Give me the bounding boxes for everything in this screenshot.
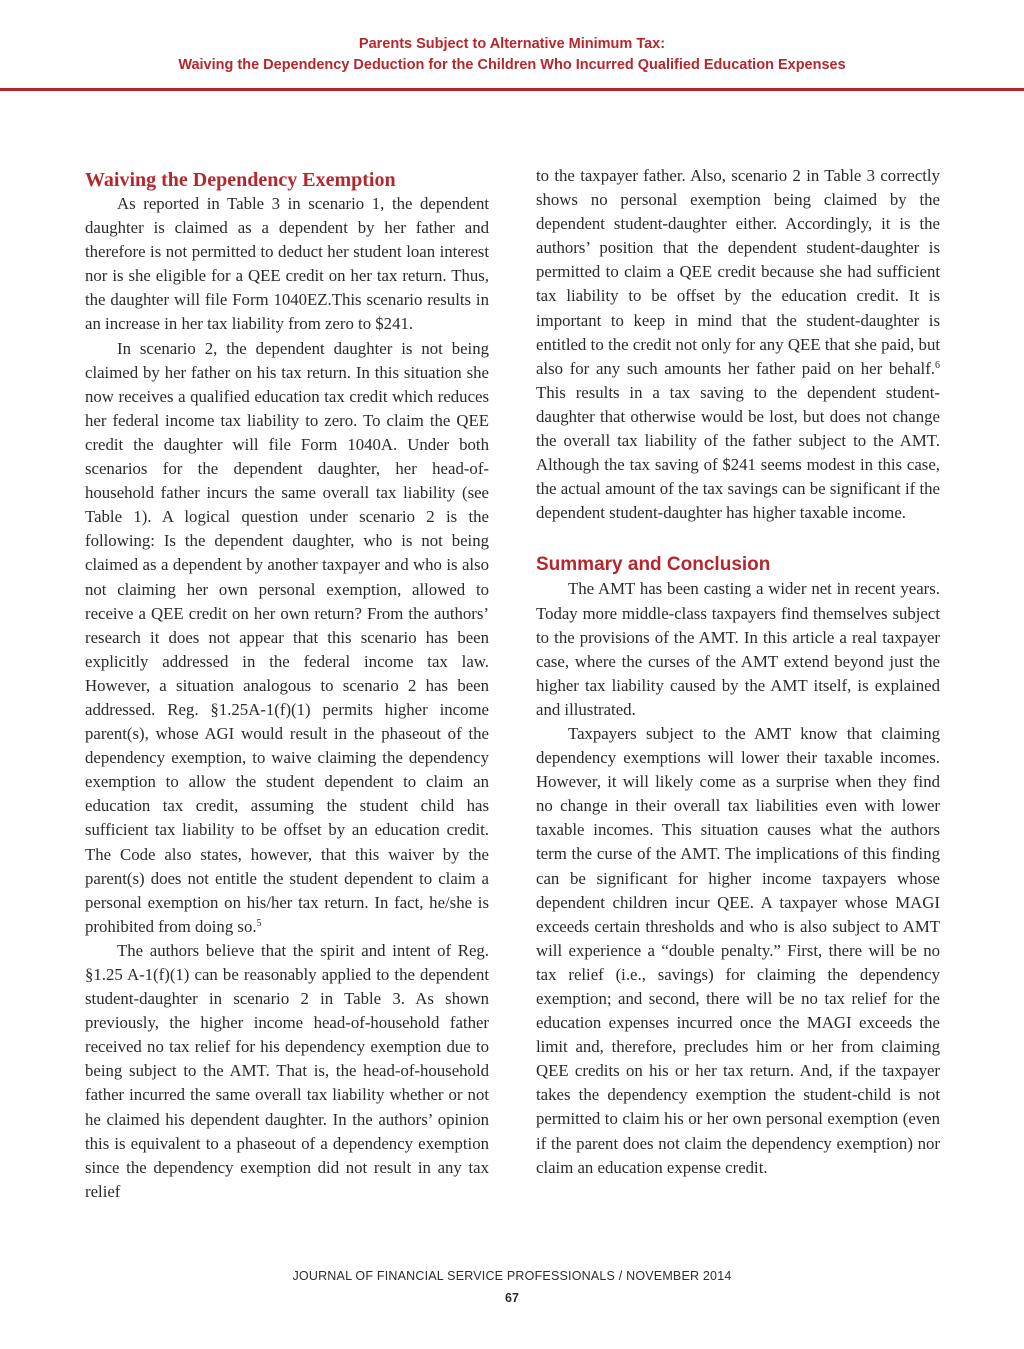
paragraph bbox=[85, 337, 489, 939]
paragraph: Taxpayers subject to the AMT know that claiming dependency exemptions will lower their taxable incomes. However, it will likely come as a surprise when they find no change in their overall tax liabilities even with lower taxable incomes. This situation causes what the authors term the curse of the AMT. The implications of this finding can be significant for higher income taxpayers whose dependent children incur QEE. A taxpayer whose MAGI exceeds certain thresholds and who is also subject to AMT will experience a “double penalty.” First, there will be no tax relief (i.e., savings) for claiming the dependency exemption; and second, there will be no tax relief for the education expenses incurred once the MAGI exceeds the limit and, therefore, precludes him or her from claiming QEE credits on his or her tax return. And, if the taxpayer takes the dependency exemption the student-child is not permitted to claim his or her own personal exemption (even if the parent does not claim the dependency exemption) nor claim an education expense credit. bbox=[536, 723, 940, 1177]
paragraph: As reported in Table 3 in scenario 1, the dependent daughter is claimed as a dependent by her father and therefore is not permitted to deduct her student loan interest nor is she eligible for a QEE credit on her tax return. Thus, the daughter will file Form 1040EZ.This scenario results in an increase in her tax liability from zero to $241. bbox=[85, 194, 489, 334]
running-header bbox=[0, 34, 1024, 76]
paragraph-text: In scenario 2, the dependent daughter is not being claimed by her father on his tax return. In this situation she now receives a qualified education tax credit which reduces her federal income tax liability to zero. To claim the QEE credit the daughter will file Form 1040A. Under both scenarios for the dependent daughter, her head-of-household father incurs the same overall tax liability (see Table 1). A logical question under scenario 2 is the following: Is the dependent daughter, who is not being claimed as a dependent by another taxpayer and who is also not claiming her own personal exemption, allowed to receive a QEE credit on her own return? From the authors’ research it does not appear that this scenario has been explicitly addressed in the federal income tax law. However, a situation analogous to scenario 2 has been addressed. Reg. §1.25A-1(f)(1) permits higher income parent(s), whose AGI would result in the phaseout of the dependency exemption, to waive claiming the dependency exemption to allow the student dependent to claim an education tax credit, assuming the student child has sufficient tax liability to be offset by an education credit. The Code also states, however, that this waiver by the parent(s) does not entitle the student dependent to claim a personal exemption on his/her tax return. In fact, he/she is prohibited from doing so. bbox=[85, 338, 489, 936]
paragraph bbox=[536, 164, 940, 525]
footer-journal-title: JOURNAL OF FINANCIAL SERVICE PROFESSIONALS / NOVEMBER 2014 bbox=[292, 1269, 732, 1283]
left-column bbox=[85, 164, 489, 1204]
paragraph: The authors believe that the spirit and intent of Reg. §1.25 A-1(f)(1) can be reasonably applied to the dependent student-daughter in scenario 2 in Table 3. As shown previously, the higher income head-of-household father received no tax relief for his dependency exemption due to being subject to the AMT. That is, the head-of-household father incurred the same overall tax liability whether or not he claimed his dependent daughter. In the authors’ opinion this is equivalent to a phaseout of a dependency exemption since the dependency exemption did not result in any tax relief bbox=[85, 940, 489, 1201]
footnote-ref: 6 bbox=[935, 359, 940, 371]
footnote-ref: 5 bbox=[256, 917, 262, 929]
section-heading-summary: Summary and Conclusion bbox=[536, 554, 771, 576]
header-rule bbox=[0, 88, 1024, 91]
paragraph: The AMT has been casting a wider net in recent years. Today more middle-class taxpayers find themselves subject to the provisions of the AMT. In this article a real taxpayer case, where the curses of the AMT extend beyond just the higher tax liability caused by the AMT itself, is explained and illustrated. bbox=[536, 579, 940, 719]
section-heading-waiving: Waiving the Dependency Exemption bbox=[85, 169, 396, 191]
header-title-line-1: Parents Subject to Alternative Minimum Tax: bbox=[358, 36, 666, 52]
page-number: 67 bbox=[505, 1291, 519, 1305]
paragraph-text: to the taxpayer father. Also, scenario 2 in Table 3 correctly shows no personal exemption being claimed by the dependent student-daughter either. Accordingly, it is the authors’ position that the dependent student-daughter is permitted to claim a QEE credit because she had sufficient tax liability to be offset by the education credit. It is important to keep in mind that the student-daughter is entitled to the credit not only for any QEE that she paid, but also for any such amounts her father paid on her behalf. bbox=[536, 166, 940, 378]
right-column bbox=[536, 164, 940, 1180]
paragraph-text: This results in a tax saving to the dependent student-daughter that otherwise would be lost, but does not change the overall tax liability of the father subject to the AMT. Although the tax saving of $241 seems modest in this case, the actual amount of the tax savings can be significant if the dependent student-daughter has higher taxable income. bbox=[536, 382, 940, 523]
header-title-line-2: Waiving the Dependency Deduction for the Children Who Incurred Qualified Education Expenses bbox=[178, 57, 846, 73]
